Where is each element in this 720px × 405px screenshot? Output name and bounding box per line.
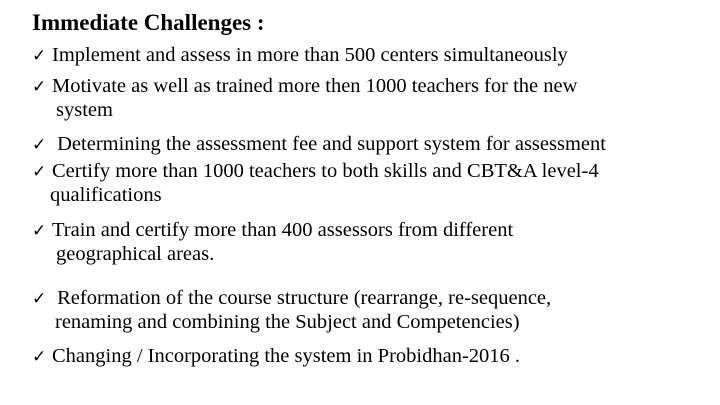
checkmark-icon: ✓ <box>32 135 47 155</box>
checkmark-icon: ✓ <box>32 221 47 241</box>
checkmark-icon: ✓ <box>32 347 47 367</box>
bullet-text: Reformation of the course structure (rearrange, re-sequence, <box>52 287 552 309</box>
bullet-text: Implement and assess in more than 500 centers simultaneously <box>52 44 568 66</box>
bullet-text: Motivate as well as trained more then 1000 teachers for the new <box>52 75 578 97</box>
bullet-text: Train and certify more than 400 assessors from different <box>52 219 514 241</box>
bullet-text-continuation: geographical areas. <box>56 243 215 265</box>
bullet-item <box>32 219 513 266</box>
checkmark-icon: ✓ <box>32 77 47 97</box>
slide-title: Immediate Challenges : <box>32 10 265 35</box>
checkmark-icon: ✓ <box>32 46 47 66</box>
bullet-text: Certify more than 1000 teachers to both skills and CBT&A level-4 <box>52 160 599 182</box>
bullet-text: Changing / Incorporating the system in Probidhan-2016 . <box>52 345 521 367</box>
bullet-text: Determining the assessment fee and support system for assessment <box>52 133 606 155</box>
bullet-item <box>32 75 577 122</box>
bullet-item <box>32 160 599 207</box>
checkmark-icon: ✓ <box>32 162 47 182</box>
bullet-text-continuation: renaming and combining the Subject and Competencies) <box>55 311 520 333</box>
checkmark-icon: ✓ <box>32 289 47 309</box>
bullet-item <box>32 287 551 334</box>
bullet-text-continuation: qualifications <box>50 184 162 206</box>
bullet-item <box>32 133 606 157</box>
bullet-item <box>32 44 568 68</box>
bullet-text-continuation: system <box>56 99 113 121</box>
bullet-item <box>32 345 520 369</box>
